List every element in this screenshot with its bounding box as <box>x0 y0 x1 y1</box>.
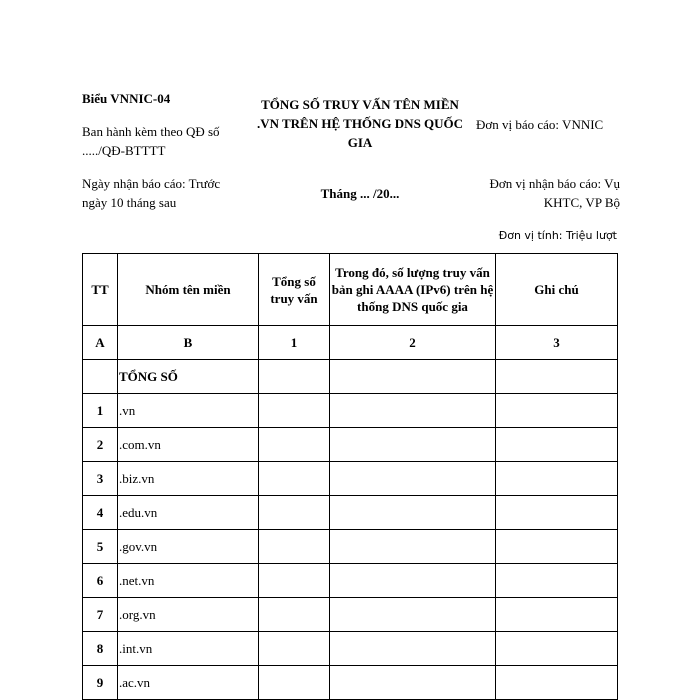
column-header-total-queries: Tổng số truy vấn <box>259 254 330 326</box>
table-row <box>83 462 618 496</box>
empty-cell <box>83 360 118 394</box>
column-header-tt: TT <box>83 254 118 326</box>
domain-group: .com.vn <box>118 428 259 462</box>
document-title: TỔNG SỐ TRUY VẤN TÊN MIỀN .VN TRÊN HỆ THỐNG DNS QUỐC GIA <box>256 97 464 150</box>
domain-group: .net.vn <box>118 564 259 598</box>
table-row <box>83 564 618 598</box>
empty-cell <box>496 598 618 632</box>
empty-cell <box>330 530 496 564</box>
row-number: 5 <box>83 530 118 564</box>
column-header-ipv6-queries: Trong đó, số lượng truy vấn bản ghi AAAA (IPv6) trên hệ thống DNS quốc gia <box>330 254 496 326</box>
empty-cell <box>330 632 496 666</box>
report-table <box>82 253 618 700</box>
column-code: 3 <box>496 326 618 360</box>
column-header-notes: Ghi chú <box>496 254 618 326</box>
domain-group: .edu.vn <box>118 496 259 530</box>
empty-cell <box>259 598 330 632</box>
empty-cell <box>259 564 330 598</box>
empty-cell <box>259 462 330 496</box>
empty-cell <box>330 496 496 530</box>
report-received-date: Ngày nhận báo cáo: Trước ngày 10 tháng sau <box>82 176 221 210</box>
empty-cell <box>259 496 330 530</box>
reporting-unit: Đơn vị báo cáo: VNNIC <box>476 117 604 132</box>
report-month: Tháng ... /20... <box>320 186 400 201</box>
empty-cell <box>496 632 618 666</box>
column-code: A <box>83 326 118 360</box>
row-number: 3 <box>83 462 118 496</box>
row-number: 6 <box>83 564 118 598</box>
empty-cell <box>496 496 618 530</box>
empty-cell <box>259 394 330 428</box>
row-number: 1 <box>83 394 118 428</box>
domain-group: .ac.vn <box>118 666 259 700</box>
table-row <box>83 428 618 462</box>
empty-cell <box>330 666 496 700</box>
empty-cell <box>496 360 618 394</box>
row-number: 9 <box>83 666 118 700</box>
table-row <box>83 394 618 428</box>
empty-cell <box>496 462 618 496</box>
total-row <box>83 360 618 394</box>
empty-cell <box>259 632 330 666</box>
empty-cell <box>496 666 618 700</box>
empty-cell <box>330 462 496 496</box>
empty-cell <box>330 428 496 462</box>
table-header-row <box>83 254 618 326</box>
empty-cell <box>259 530 330 564</box>
empty-cell <box>496 564 618 598</box>
receiving-unit: Đơn vị nhận báo cáo: Vụ KHTC, VP Bộ <box>489 176 620 210</box>
empty-cell <box>330 598 496 632</box>
domain-group: .org.vn <box>118 598 259 632</box>
empty-cell <box>259 360 330 394</box>
empty-cell <box>496 394 618 428</box>
empty-cell <box>496 428 618 462</box>
domain-group: .int.vn <box>118 632 259 666</box>
empty-cell <box>330 564 496 598</box>
empty-cell <box>330 360 496 394</box>
empty-cell <box>259 428 330 462</box>
column-code-row <box>83 326 618 360</box>
column-code: 2 <box>330 326 496 360</box>
column-header-domain-group: Nhóm tên miền <box>118 254 259 326</box>
total-label: TỔNG SỐ <box>118 360 259 394</box>
column-code: B <box>118 326 259 360</box>
row-number: 7 <box>83 598 118 632</box>
table-row <box>83 530 618 564</box>
row-number: 8 <box>83 632 118 666</box>
row-number: 4 <box>83 496 118 530</box>
column-code: 1 <box>259 326 330 360</box>
table-row <box>83 666 618 700</box>
row-number: 2 <box>83 428 118 462</box>
table-row <box>83 632 618 666</box>
form-code: Biểu VNNIC-04 <box>82 91 171 106</box>
empty-cell <box>330 394 496 428</box>
domain-group: .vn <box>118 394 259 428</box>
domain-group: .gov.vn <box>118 530 259 564</box>
table-row <box>83 598 618 632</box>
table-row <box>83 496 618 530</box>
empty-cell <box>496 530 618 564</box>
unit-of-measure: Đơn vị tính: Triệu lượt <box>498 229 617 242</box>
issued-with-decision: Ban hành kèm theo QĐ số ...../QĐ-BTTTT <box>82 124 220 158</box>
domain-group: .biz.vn <box>118 462 259 496</box>
empty-cell <box>259 666 330 700</box>
